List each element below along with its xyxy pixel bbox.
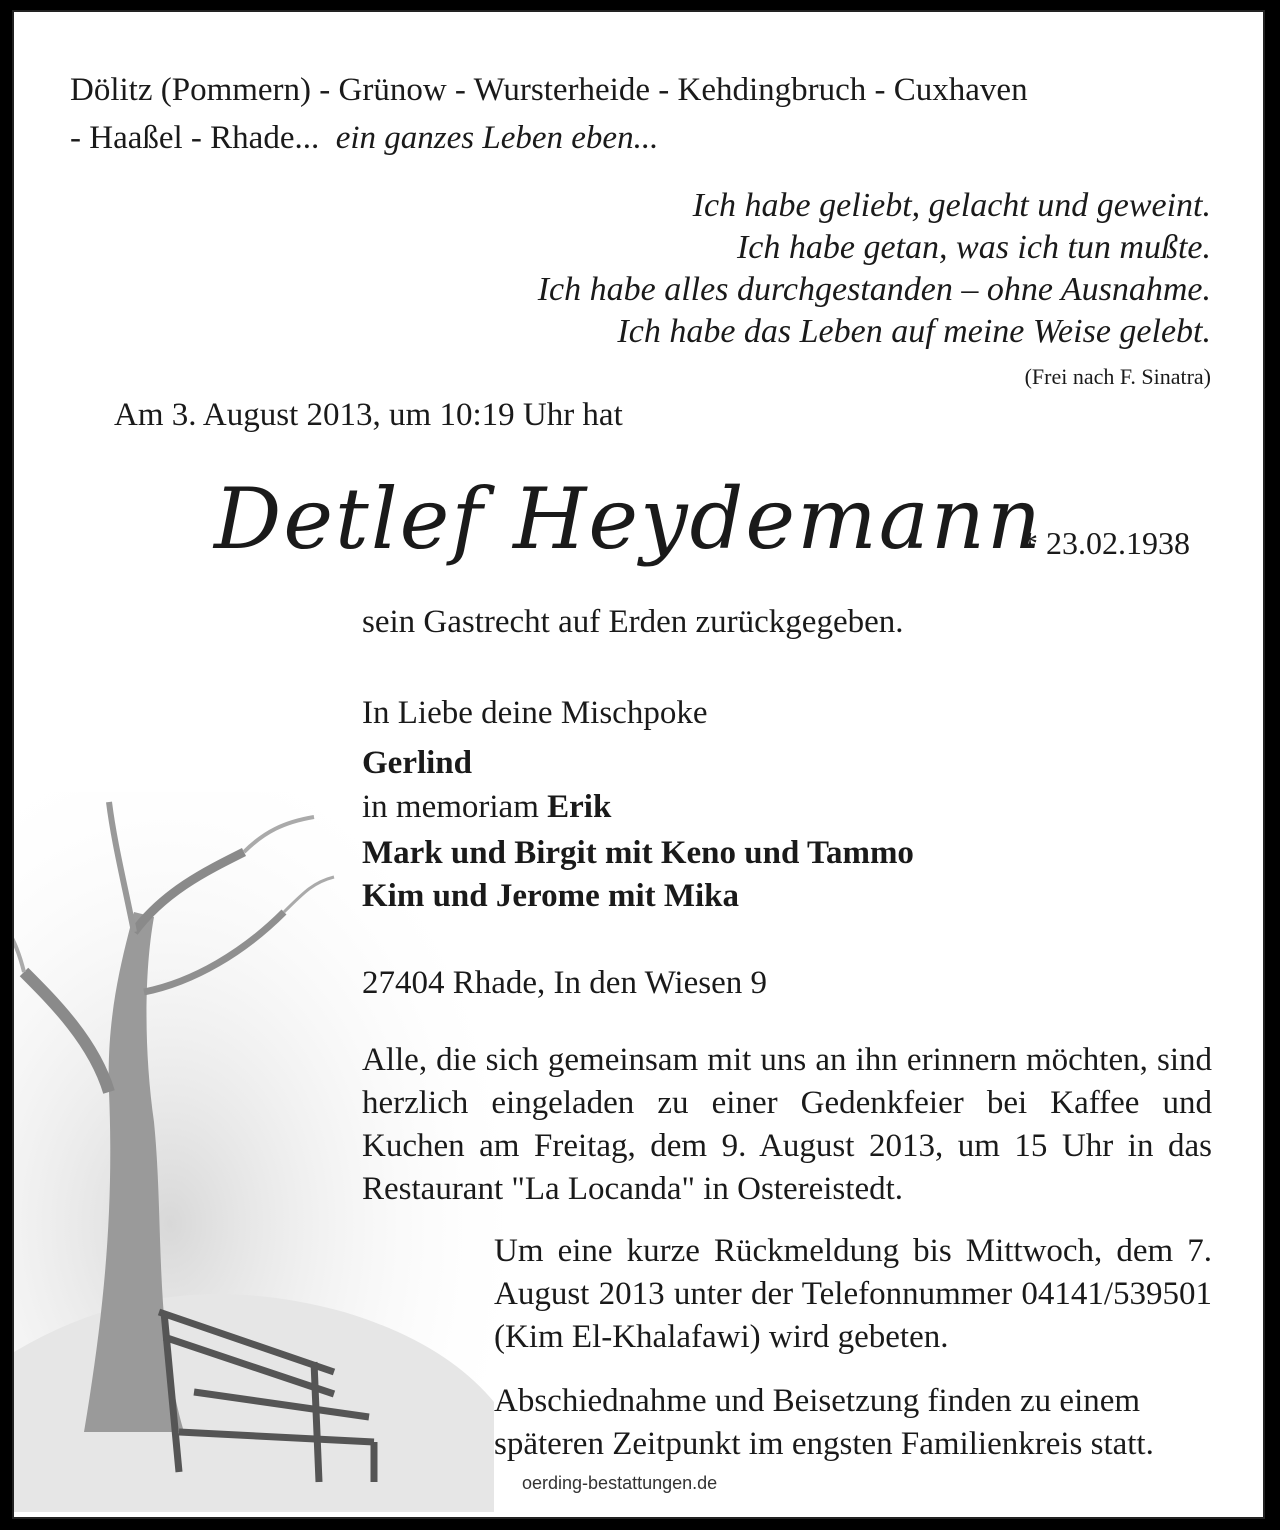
birth-date: * 23.02.1938: [1022, 525, 1190, 561]
family-address: 27404 Rhade, In den Wiesen 9: [362, 965, 767, 1001]
family-member: Gerlind: [362, 745, 473, 781]
footer-source: oerding-bestattungen.de: [522, 1473, 718, 1493]
deceased-name: Detlef Heydemann: [214, 470, 1044, 568]
closing-text: Abschiednahme und Beisetzung finden zu einem späteren Zeitpunkt im engsten Familienkreis statt.: [494, 1383, 1154, 1462]
obituary-notice: [12, 10, 1265, 1519]
memoriam-prefix: in memoriam: [362, 789, 539, 825]
poem-line: Ich habe alles durchgestanden – ohne Ausnahme.: [537, 271, 1211, 308]
life-places: [70, 66, 1170, 162]
rsvp-text: Um eine kurze Rückmeldung bis Mittwoch, dem 7. August 2013 unter der Telefonnummer 04141/539501 (Kim El-Khalafawi) wird gebeten.: [494, 1233, 1212, 1355]
places-line-2: - Haaßel - Rhade...: [70, 120, 320, 156]
death-outro: sein Gastrecht auf Erden zurückgegeben.: [362, 604, 904, 640]
places-line-1: Dölitz (Pommern) - Grünow - Wursterheide - Kehdingbruch - Cuxhaven: [70, 72, 1028, 108]
invitation-text: Alle, die sich gemeinsam mit uns an ihn erinnern möchten, sind herzlich eingeladen zu einer Gedenkfeier bei Kaffee und Kuchen am Freitag, dem 9. August 2013, um 15 Uhr in das Restaurant "La Locanda" in Ostereistedt.: [362, 1042, 1212, 1207]
family-member: Mark und Birgit mit Keno und Tammo: [362, 835, 914, 871]
family-memoriam: [362, 789, 611, 826]
family-member: Kim und Jerome mit Mika: [362, 878, 740, 914]
death-intro: Am 3. August 2013, um 10:19 Uhr hat: [114, 397, 623, 433]
memoriam-name: Erik: [547, 789, 612, 825]
poem-line: Ich habe geliebt, gelacht und geweint.: [692, 187, 1211, 224]
family-greeting: In Liebe deine Mischpoke: [362, 695, 708, 731]
poem-line: Ich habe das Leben auf meine Weise gelebt.: [617, 313, 1211, 350]
places-tagline: ein ganzes Leben eben...: [335, 120, 659, 156]
poem-credit: (Frei nach F. Sinatra): [1024, 364, 1211, 389]
poem-line: Ich habe getan, was ich tun mußte.: [736, 229, 1211, 266]
poem: [538, 185, 1211, 353]
